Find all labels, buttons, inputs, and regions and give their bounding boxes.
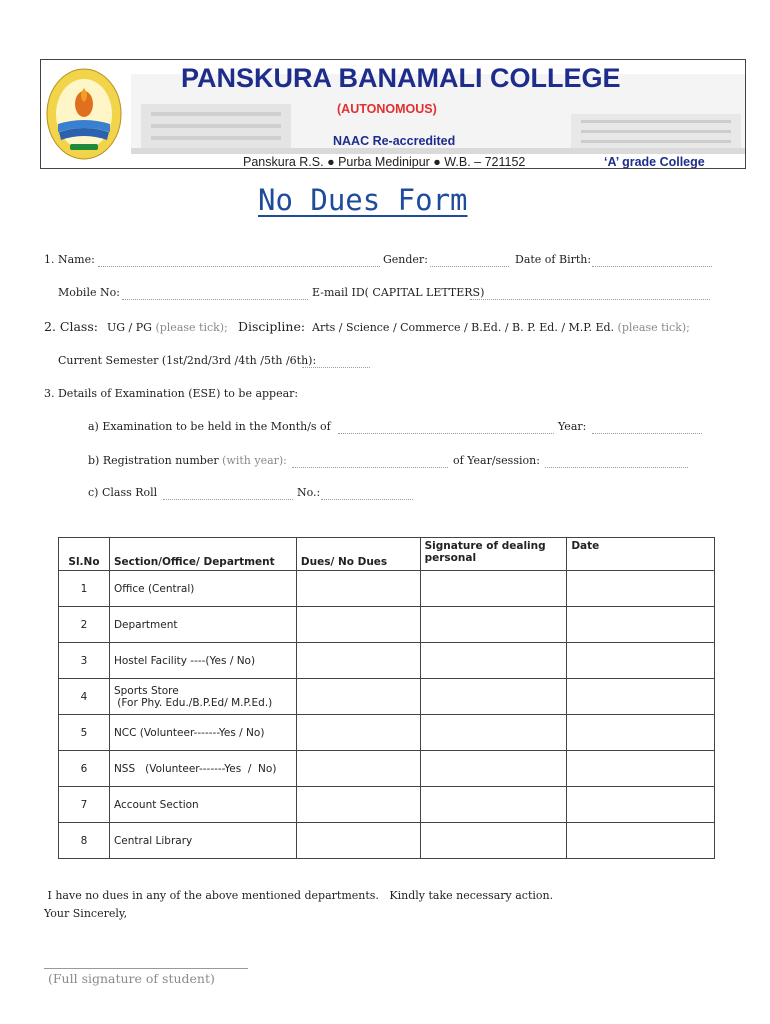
exam-month-label: a) Examination to be held in the Month/s of [88,420,331,433]
college-logo [45,66,123,162]
row-date-cell[interactable] [567,679,715,715]
row-slno: 8 [59,823,110,859]
email-field[interactable] [470,299,710,300]
form-title: No Dues Form [258,183,468,217]
table-row [59,751,715,787]
registration-label [88,454,287,467]
row-dues-cell[interactable] [296,643,420,679]
row-dues-cell[interactable] [296,571,420,607]
row-section: Office (Central) [109,571,296,607]
college-address: Panskura R.S. ● Purba Medinipur ● W.B. – 721152 [243,155,526,169]
table-header-row [59,538,715,571]
mobile-field[interactable] [122,299,308,300]
row-date-cell[interactable] [567,787,715,823]
class-label: 2. Class: [44,319,98,334]
declaration-text: I have no dues in any of the above mentioned departments. Kindly take necessary action. [44,889,554,902]
row-slno: 6 [59,751,110,787]
row-slno: 7 [59,787,110,823]
row-signature-cell[interactable] [420,679,567,715]
roll-no-label: No.: [297,486,321,499]
row-section: Department [109,607,296,643]
session-label: of Year/session: [453,454,540,467]
row-section-line1: Sports Store [113,684,179,697]
roll-no-field[interactable] [321,499,413,500]
row-date-cell[interactable] [567,607,715,643]
gender-field[interactable] [430,266,509,267]
row-slno: 5 [59,715,110,751]
college-header [40,59,746,169]
row-section-line2: (For Phy. Edu./B.P.Ed/ M.P.Ed.) [113,696,273,709]
row-section: Hostel Facility ----(Yes / No) [109,643,296,679]
row-signature-cell[interactable] [420,571,567,607]
roll-field[interactable] [163,499,293,500]
signature-line[interactable] [44,968,248,969]
row-slno: 1 [59,571,110,607]
header-slno: Sl.No [59,538,110,571]
discipline-options[interactable] [312,321,690,334]
row-signature-cell[interactable] [420,751,567,787]
header-signature: Signature of dealing personal [420,538,567,571]
grade-label: ‘A’ grade College [604,155,705,169]
mobile-label: Mobile No: [58,286,120,299]
details-label: 3. Details of Examination (ESE) to be appear: [44,387,299,400]
name-label: 1. Name: [44,253,95,266]
row-signature-cell[interactable] [420,643,567,679]
discipline-label: Discipline: [238,319,306,334]
row-section: Account Section [109,787,296,823]
row-section: NCC (Volunteer-------Yes / No) [109,715,296,751]
row-date-cell[interactable] [567,751,715,787]
class-hint: (please tick); [155,321,228,334]
registration-hint: (with year): [222,454,287,467]
row-dues-cell[interactable] [296,787,420,823]
row-slno: 3 [59,643,110,679]
class-options-text[interactable]: UG / PG [107,321,152,334]
row-dues-cell[interactable] [296,823,420,859]
exam-year-label: Year: [558,420,587,433]
college-name: PANSKURA BANAMALI COLLEGE [181,63,621,93]
table-row [59,643,715,679]
row-dues-cell[interactable] [296,679,420,715]
row-date-cell[interactable] [567,823,715,859]
row-section: Central Library [109,823,296,859]
table-row [59,787,715,823]
dues-table [58,537,715,859]
row-signature-cell[interactable] [420,787,567,823]
registration-label-text: b) Registration number [88,454,219,467]
row-dues-cell[interactable] [296,751,420,787]
header-dues: Dues/ No Dues [296,538,420,571]
row-signature-cell[interactable] [420,607,567,643]
table-row [59,571,715,607]
dob-field[interactable] [592,266,712,267]
closing-text: Your Sincerely, [44,907,128,920]
row-date-cell[interactable] [567,571,715,607]
row-slno: 4 [59,679,110,715]
row-section [109,679,296,715]
roll-label: c) Class Roll [88,486,158,499]
row-dues-cell[interactable] [296,715,420,751]
header-date: Date [567,538,715,571]
email-label: E-mail ID( CAPITAL LETTERS) [312,286,485,299]
autonomous-label: (AUTONOMOUS) [337,102,437,116]
discipline-options-text[interactable]: Arts / Science / Commerce / B.Ed. / B. P. Ed. / M.P. Ed. [312,321,615,334]
exam-month-field[interactable] [338,433,554,434]
table-row [59,679,715,715]
session-field[interactable] [545,467,688,468]
row-date-cell[interactable] [567,715,715,751]
table-row [59,607,715,643]
registration-field[interactable] [292,467,448,468]
class-options[interactable] [107,321,228,334]
row-signature-cell[interactable] [420,823,567,859]
discipline-hint: (please tick); [617,321,690,334]
dob-label: Date of Birth: [515,253,592,266]
exam-year-field[interactable] [592,433,702,434]
table-row [59,823,715,859]
row-slno: 2 [59,607,110,643]
row-signature-cell[interactable] [420,715,567,751]
name-field[interactable] [98,266,380,267]
signature-caption: (Full signature of student) [48,971,215,986]
semester-label: Current Semester (1st/2nd/3rd /4th /5th /6th): [58,354,317,367]
row-date-cell[interactable] [567,643,715,679]
semester-field[interactable] [302,367,370,368]
gender-label: Gender: [383,253,428,266]
naac-label: NAAC Re-accredited [333,134,456,148]
row-section: NSS (Volunteer-------Yes / No) [109,751,296,787]
row-dues-cell[interactable] [296,607,420,643]
table-row [59,715,715,751]
header-section: Section/Office/ Department [109,538,296,571]
